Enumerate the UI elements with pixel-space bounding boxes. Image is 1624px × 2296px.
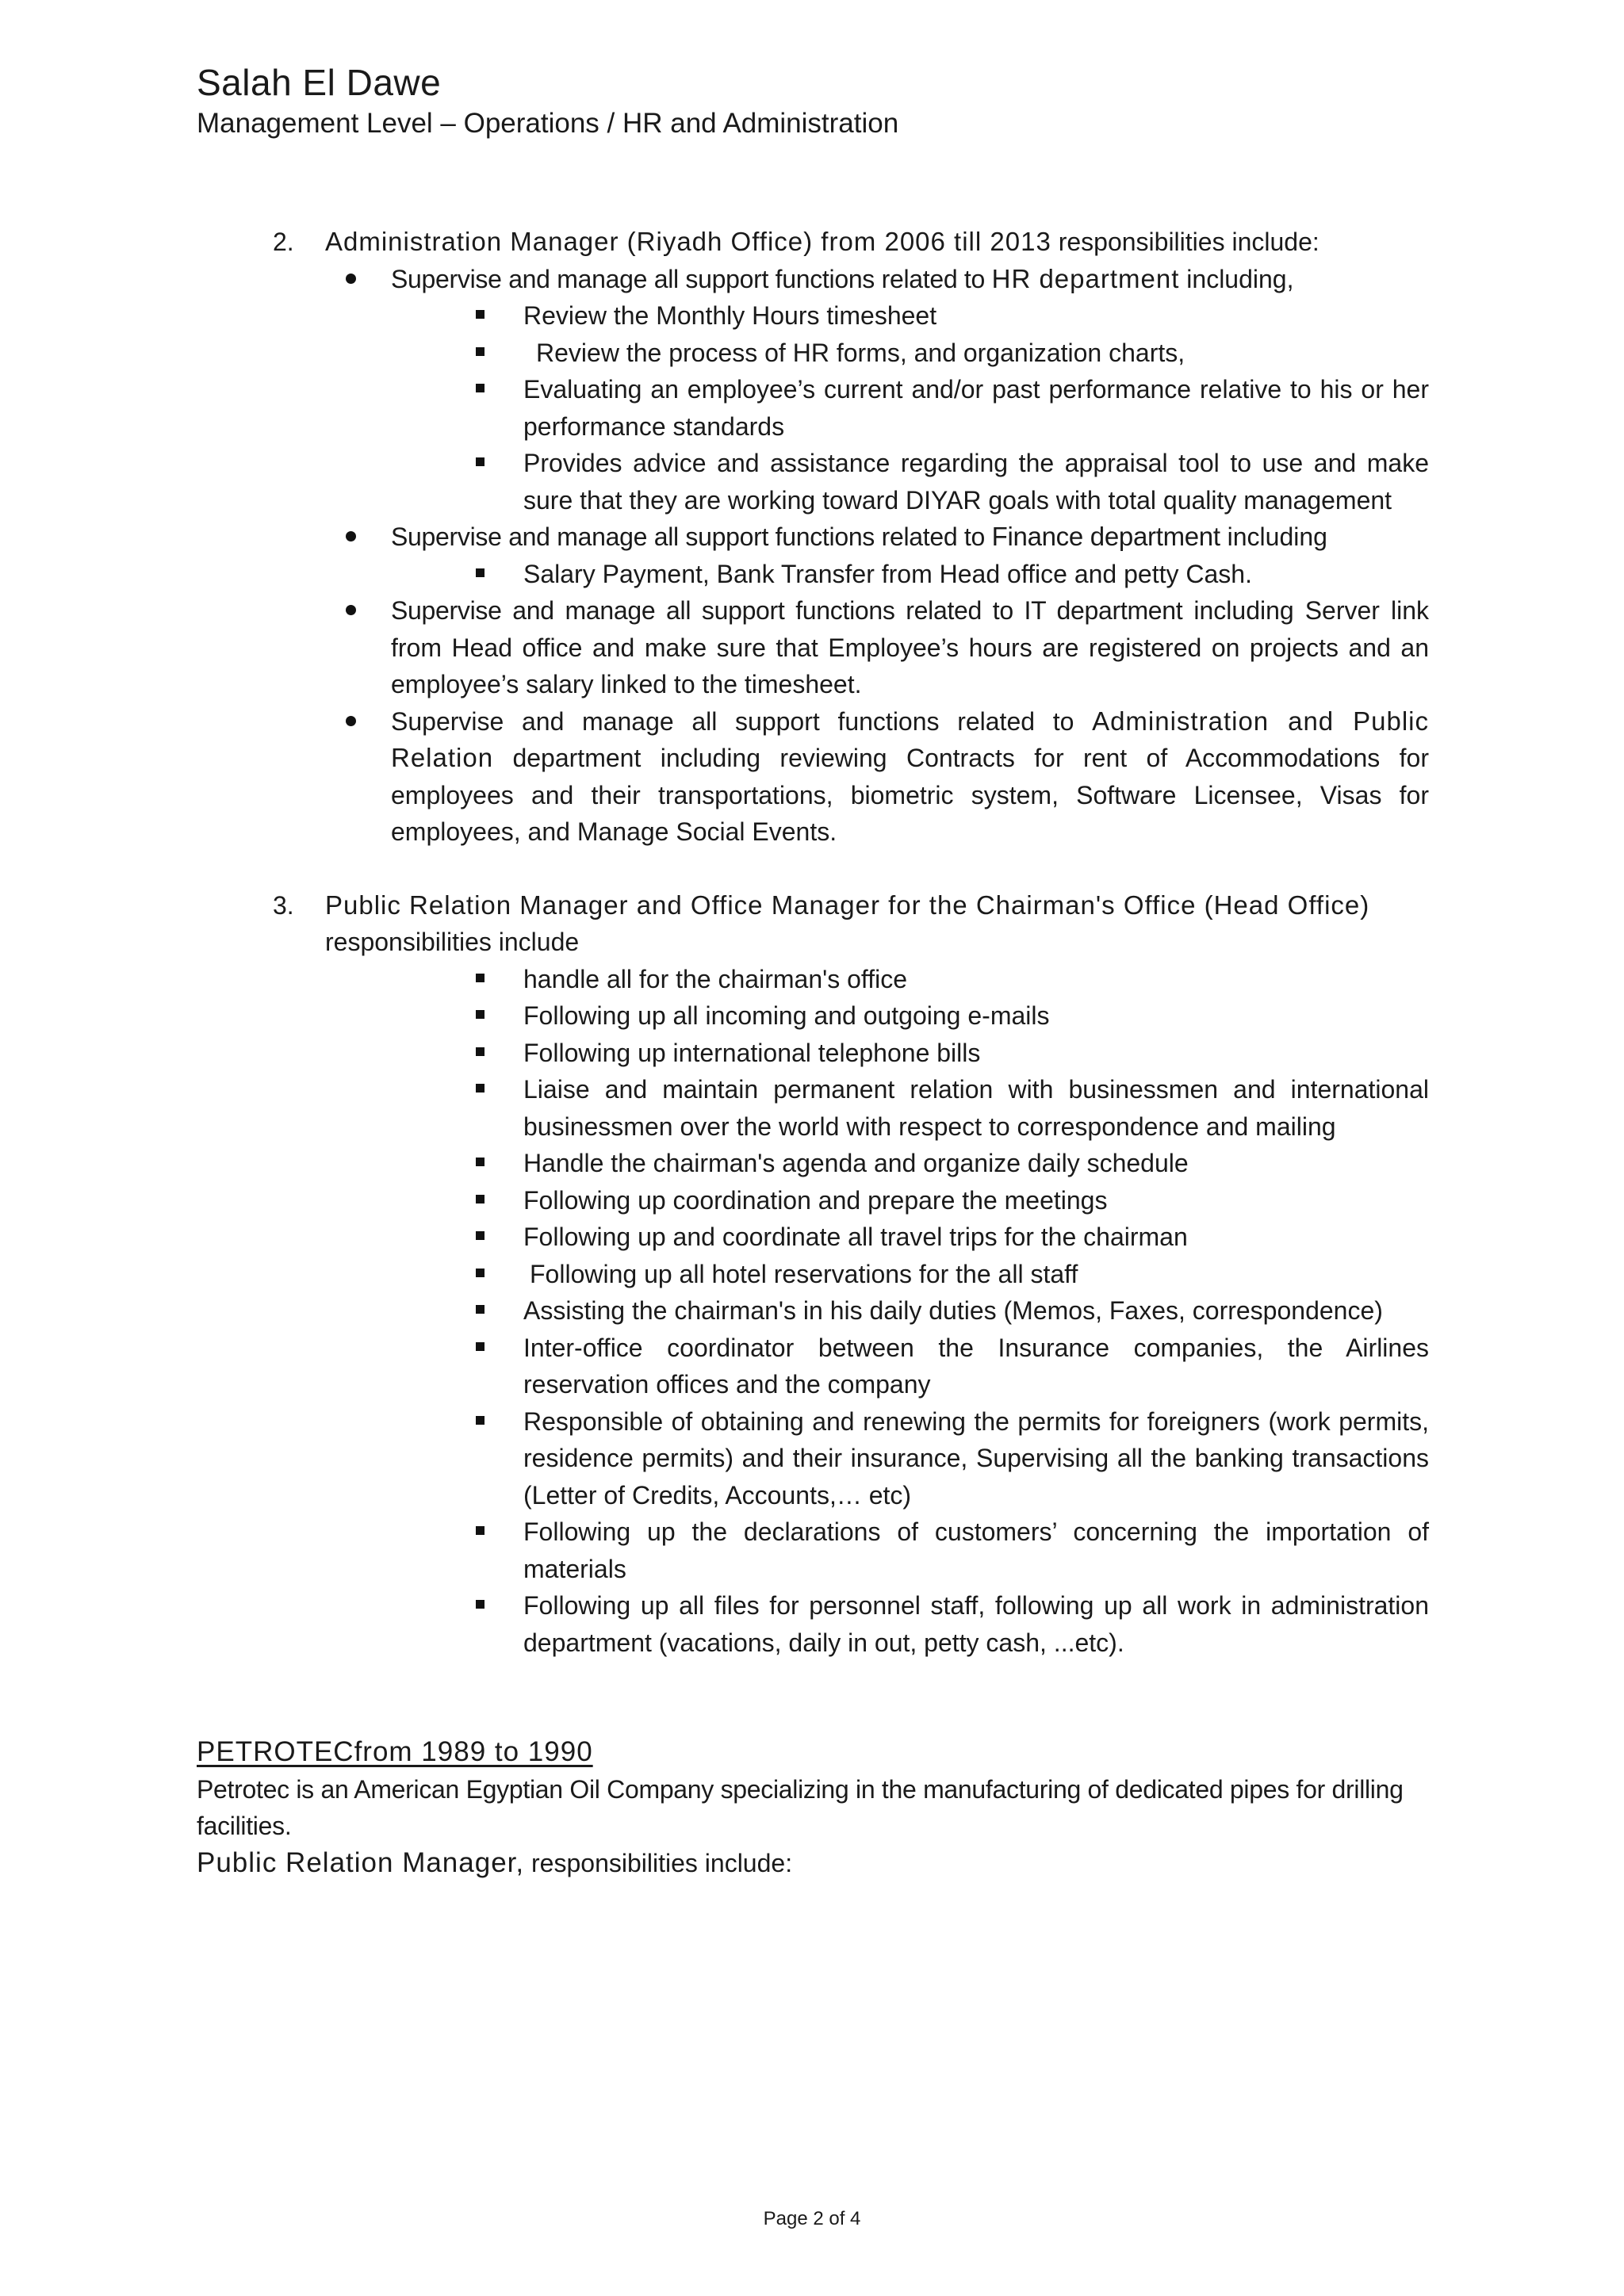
role-suffix: responsibilities include: xyxy=(524,1848,793,1877)
list-item: Supervise and manage all support functions related to Finance department including xyxy=(324,519,1429,556)
square-bullet-icon xyxy=(476,1416,485,1425)
department-highlight: Administration and Public Relation xyxy=(391,706,1429,772)
square-bullet-icon xyxy=(476,457,485,466)
square-bullet-icon xyxy=(476,347,485,356)
bullet-icon xyxy=(346,531,356,541)
responsibility-list xyxy=(325,261,1429,298)
spacer xyxy=(197,1661,1429,1734)
bullet-icon xyxy=(346,274,356,284)
square-bullet-icon xyxy=(476,310,485,319)
list-item: Responsible of obtaining and renewing the permits for foreigners (work permits, residence permits) and their insurance, Supervising all the banking transactions (Letter of Credits, Accounts,… etc) xyxy=(523,1403,1429,1514)
page-number: Page 2 of 4 xyxy=(763,2208,861,2229)
list-item: Review the Monthly Hours timesheet xyxy=(523,297,1429,335)
list-item: Following up international telephone bills xyxy=(523,1035,1429,1072)
square-bullet-icon xyxy=(476,1047,485,1056)
section-heading xyxy=(325,224,1429,261)
square-bullet-icon xyxy=(476,1084,485,1093)
list-item: Provides advice and assistance regarding the appraisal tool to use and make sure that they are working toward DIYAR goals with total quality management xyxy=(523,445,1429,519)
job-heading-suffix: responsibilities include: xyxy=(1051,228,1320,256)
section-heading xyxy=(325,887,1429,924)
resume-header xyxy=(197,60,898,143)
square-bullet-icon xyxy=(476,1526,485,1535)
list-item: Inter-office coordinator between the Insurance companies, the Airlines reservation offices and the company xyxy=(523,1330,1429,1403)
resume-content xyxy=(197,224,1429,1881)
company-description: Petrotec is an American Egyptian Oil Company specializing in the manufacturing of dedicated pipes for drilling facilities. xyxy=(197,1774,1404,1840)
role-title: Public Relation Manager, xyxy=(197,1846,525,1878)
candidate-title: Management Level – Operations / HR and Administration xyxy=(197,108,899,139)
section-number: 3. xyxy=(273,890,294,920)
section-petrotec xyxy=(197,1734,1429,1881)
department-highlight: HR department xyxy=(991,263,1180,293)
sub-list xyxy=(325,297,1429,519)
responsibility-list xyxy=(325,519,1429,556)
list-item: Liaise and maintain permanent relation with businessmen and international businessmen over the world with respect to correspondence and mailing xyxy=(523,1071,1429,1145)
list-item: Handle the chairman's agenda and organize daily schedule xyxy=(523,1145,1429,1182)
job-heading: Public Relation Manager and Office Manager for the Chairman's Office (Head Office) xyxy=(325,890,1370,920)
responsibility-list xyxy=(325,592,1429,851)
square-bullet-icon xyxy=(476,1010,485,1019)
list-item: Supervise and manage all support functions related to IT department including Server link from Head office and make sure that Employee’s hours are registered on projects and an employee’s salary linked to the timesheet. xyxy=(324,592,1429,703)
square-bullet-icon xyxy=(476,1231,485,1240)
square-bullet-icon xyxy=(476,974,485,982)
section-pr-manager xyxy=(197,887,1429,1662)
square-bullet-icon xyxy=(476,568,485,577)
bullet-icon xyxy=(346,605,356,615)
list-item: Following up the declarations of customers’ concerning the importation of materials xyxy=(523,1513,1429,1587)
square-bullet-icon xyxy=(476,1600,485,1609)
list-item: Following up and coordinate all travel trips for the chairman xyxy=(523,1219,1429,1256)
square-bullet-icon xyxy=(476,1305,485,1314)
company-heading: PETROTECfrom 1989 to 1990 xyxy=(197,1736,593,1767)
square-bullet-icon xyxy=(476,1158,485,1166)
list-item: Assisting the chairman's in his daily duties (Memos, Faxes, correspondence) xyxy=(523,1292,1429,1330)
role-heading xyxy=(197,1845,1429,1882)
bullet-icon xyxy=(346,716,356,726)
spacer xyxy=(197,851,1429,887)
section-admin-manager xyxy=(197,224,1429,851)
square-bullet-icon xyxy=(476,1195,485,1203)
sub-list xyxy=(325,961,1429,1662)
section-number: 2. xyxy=(273,228,294,256)
list-item: Following up all hotel reservations for the all staff xyxy=(523,1256,1429,1293)
square-bullet-icon xyxy=(476,1269,485,1277)
list-item: Following up all files for personnel staff, following up all work in administration department (vacations, daily in out, petty cash, ...etc). xyxy=(523,1587,1429,1661)
list-item: Salary Payment, Bank Transfer from Head office and petty Cash. xyxy=(523,556,1429,593)
job-heading: Administration Manager (Riyadh Office) from 2006 till 2013 xyxy=(325,227,1051,256)
list-item: Following up all incoming and outgoing e-mails xyxy=(523,997,1429,1035)
square-bullet-icon xyxy=(476,1342,485,1351)
department-highlight: Finance department xyxy=(991,522,1220,551)
candidate-name: Salah El Dawe xyxy=(197,62,442,103)
list-item: handle all for the chairman's office xyxy=(523,961,1429,998)
list-item: Evaluating an employee’s current and/or past performance relative to his or her performance standards xyxy=(523,371,1429,445)
section-subheading: responsibilities include xyxy=(325,928,580,956)
list-item: Following up coordination and prepare the meetings xyxy=(523,1182,1429,1219)
list-item: Supervise and manage all support functions related to HR department including, xyxy=(324,261,1429,298)
square-bullet-icon xyxy=(476,384,485,392)
sub-list xyxy=(325,556,1429,593)
list-item: Supervise and manage all support functions related to Administration and Public Relation department including reviewing Contracts for rent of Accommodations for employees and their transportations, biometric system, Software Licensee, Visas for employees, and Manage Social Events. xyxy=(324,703,1429,851)
department-highlight: IT department xyxy=(1024,596,1183,625)
list-item: Review the process of HR forms, and organization charts, xyxy=(523,335,1429,372)
